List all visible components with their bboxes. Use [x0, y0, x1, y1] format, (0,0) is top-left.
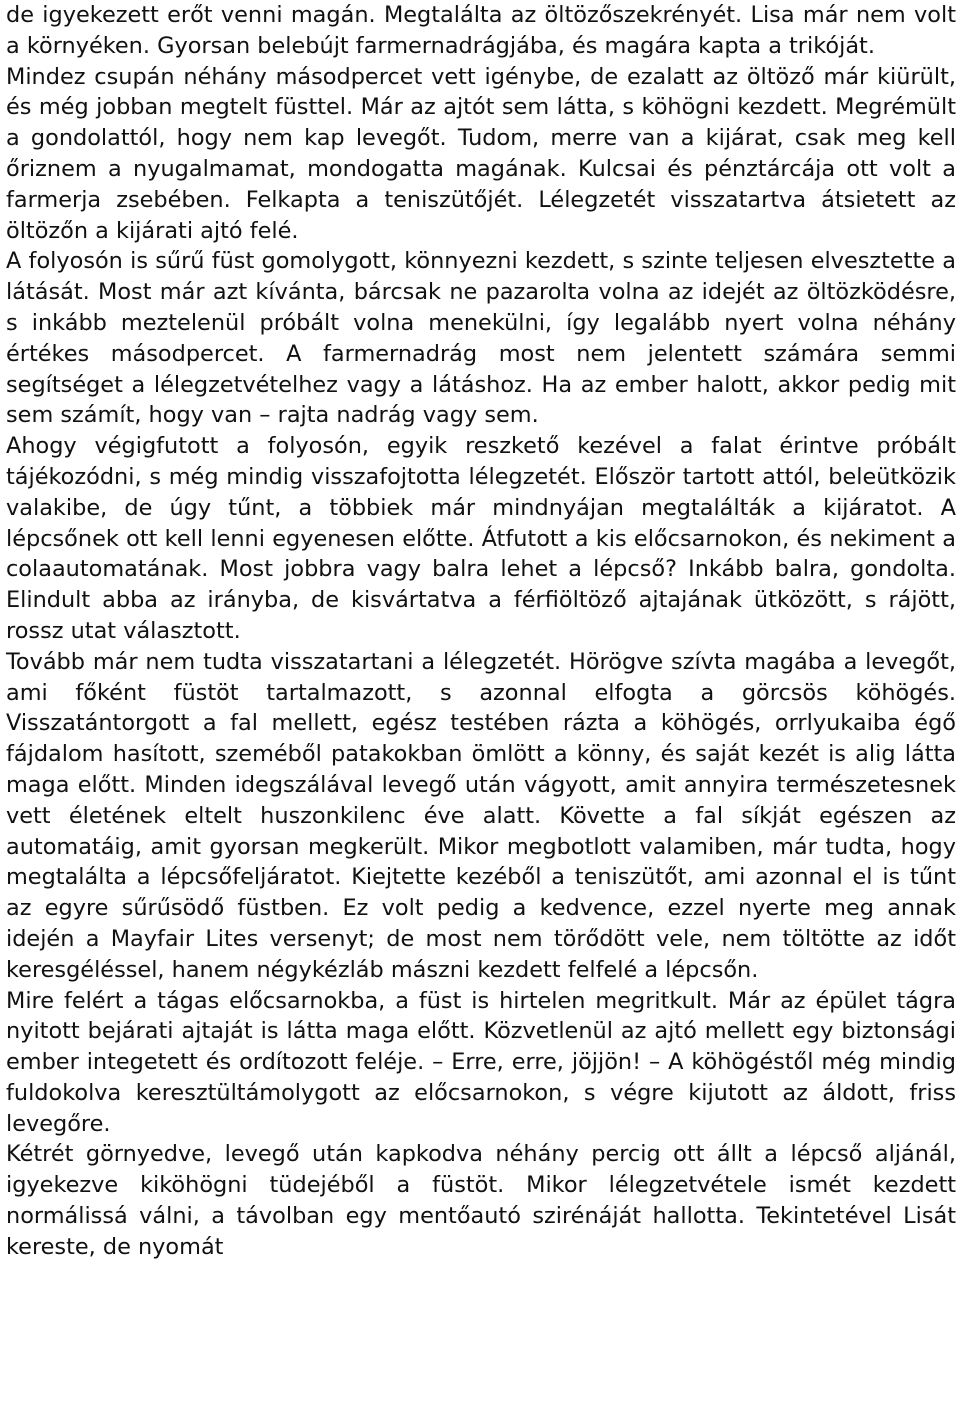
document-page	[6, 0, 956, 1263]
paragraph: Ahogy végigfutott a folyosón, egyik reszkető kezével a falat érintve próbált tájékozódni, s még mindig visszafojtotta lélegzetét. Először tartott attól, beleütközik valakibe, de úgy tűnt, a többiek már mindnyájan megtalálták a kijáratot. A lépcsőnek ott kell lenni egyenesen előtte. Átfutott a kis előcsarnokon, és nekiment a colaautomatának. Most jobbra vagy balra lehet a lépcső? Inkább balra, gondolta. Elindult abba az irányba, de kisvártatva a férfiöltöző ajtajának ütközött, s rájött, rossz utat választott.	[6, 433, 956, 644]
paragraph: de igyekezett erőt venni magán. Megtalálta az öltözőszekrényét. Lisa már nem volt a környéken. Gyorsan belebújt farmernadrágjába, és magára kapta a trikóját.	[6, 2, 956, 59]
paragraph: Kétrét görnyedve, levegő után kapkodva néhány percig ott állt a lépcső aljánál, igyekezve kiköhögni tüdejéből a füstöt. Mikor lélegzetvétele ismét kezdett normálissá válni, a távolban egy mentőautó szirénáját hallotta. Tekintetével Lisát kereste, de nyomát	[6, 1141, 956, 1260]
paragraph: Tovább már nem tudta visszatartani a lélegzetét. Hörögve szívta magába a levegőt, ami főként füstöt tartalmazott, s azonnal elfogta a görcsös köhögés. Visszatántorgott a fal mellett, egész testében rázta a köhögés, orrlyukaiba égő fájdalom hasított, szeméből patakokban ömlött a könny, és saját kezét is alig látta maga előtt. Minden idegszálával levegő után vágyott, amit annyira természetesnek vett életének eltelt huszonkilenc éve alatt. Követte a fal síkját egészen az automatáig, amit gyorsan megkerült. Mikor megbotlott valamiben, már tudta, hogy megtalálta a lépcsőfeljáratot. Kiejtette kezéből a teniszütőt, ami azonnal el is tűnt az egyre sűrűsödő füstben. Ez volt pedig a kedvence, ezzel nyerte meg annak idején a Mayfair Lites versenyt; de most nem törődött vele, nem töltötte az időt keresgéléssel, hanem négykézláb mászni kezdett felfelé a lépcsőn.	[6, 648, 956, 983]
paragraph: Mire felért a tágas előcsarnokba, a füst is hirtelen megritkult. Már az épület tágra nyitott bejárati ajtaját is látta maga előtt. Közvetlenül az ajtó mellett egy biztonsági ember integetett és ordítozott feléje. – Erre, erre, jöjjön! – A köhögéstől még mindig fuldokolva keresztültámolygott az előcsarnokon, s végre kijutott az áldott, friss levegőre.	[6, 987, 956, 1137]
paragraph: A folyosón is sűrű füst gomolygott, könnyezni kezdett, s szinte teljesen elvesztette a látását. Most már azt kívánta, bárcsak ne pazarolta volna az idejét az öltözködésre, s inkább meztelenül próbált volna menekülni, így legalább nyert volna néhány értékes másodpercet. A farmernadrág most nem jelentett számára semmi segítséget a lélegzetvételhez vagy a látáshoz. Ha az ember halott, akkor pedig mit sem számít, hogy van – rajta nadrág vagy sem.	[6, 248, 956, 429]
paragraph: Mindez csupán néhány másodpercet vett igénybe, de ezalatt az öltöző már kiürült, és még jobban megtelt füsttel. Már az ajtót sem látta, s köhögni kezdett. Megrémült a gondolattól, hogy nem kap levegőt. Tudom, merre van a kijárat, csak meg kell őriznem a nyugalmamat, mondogatta magának. Kulcsai és pénztárcája ott volt a farmerja zsebében. Felkapta a teniszütőjét. Lélegzetét visszatartva átsietett az öltözőn a kijárati ajtó felé.	[6, 63, 956, 244]
